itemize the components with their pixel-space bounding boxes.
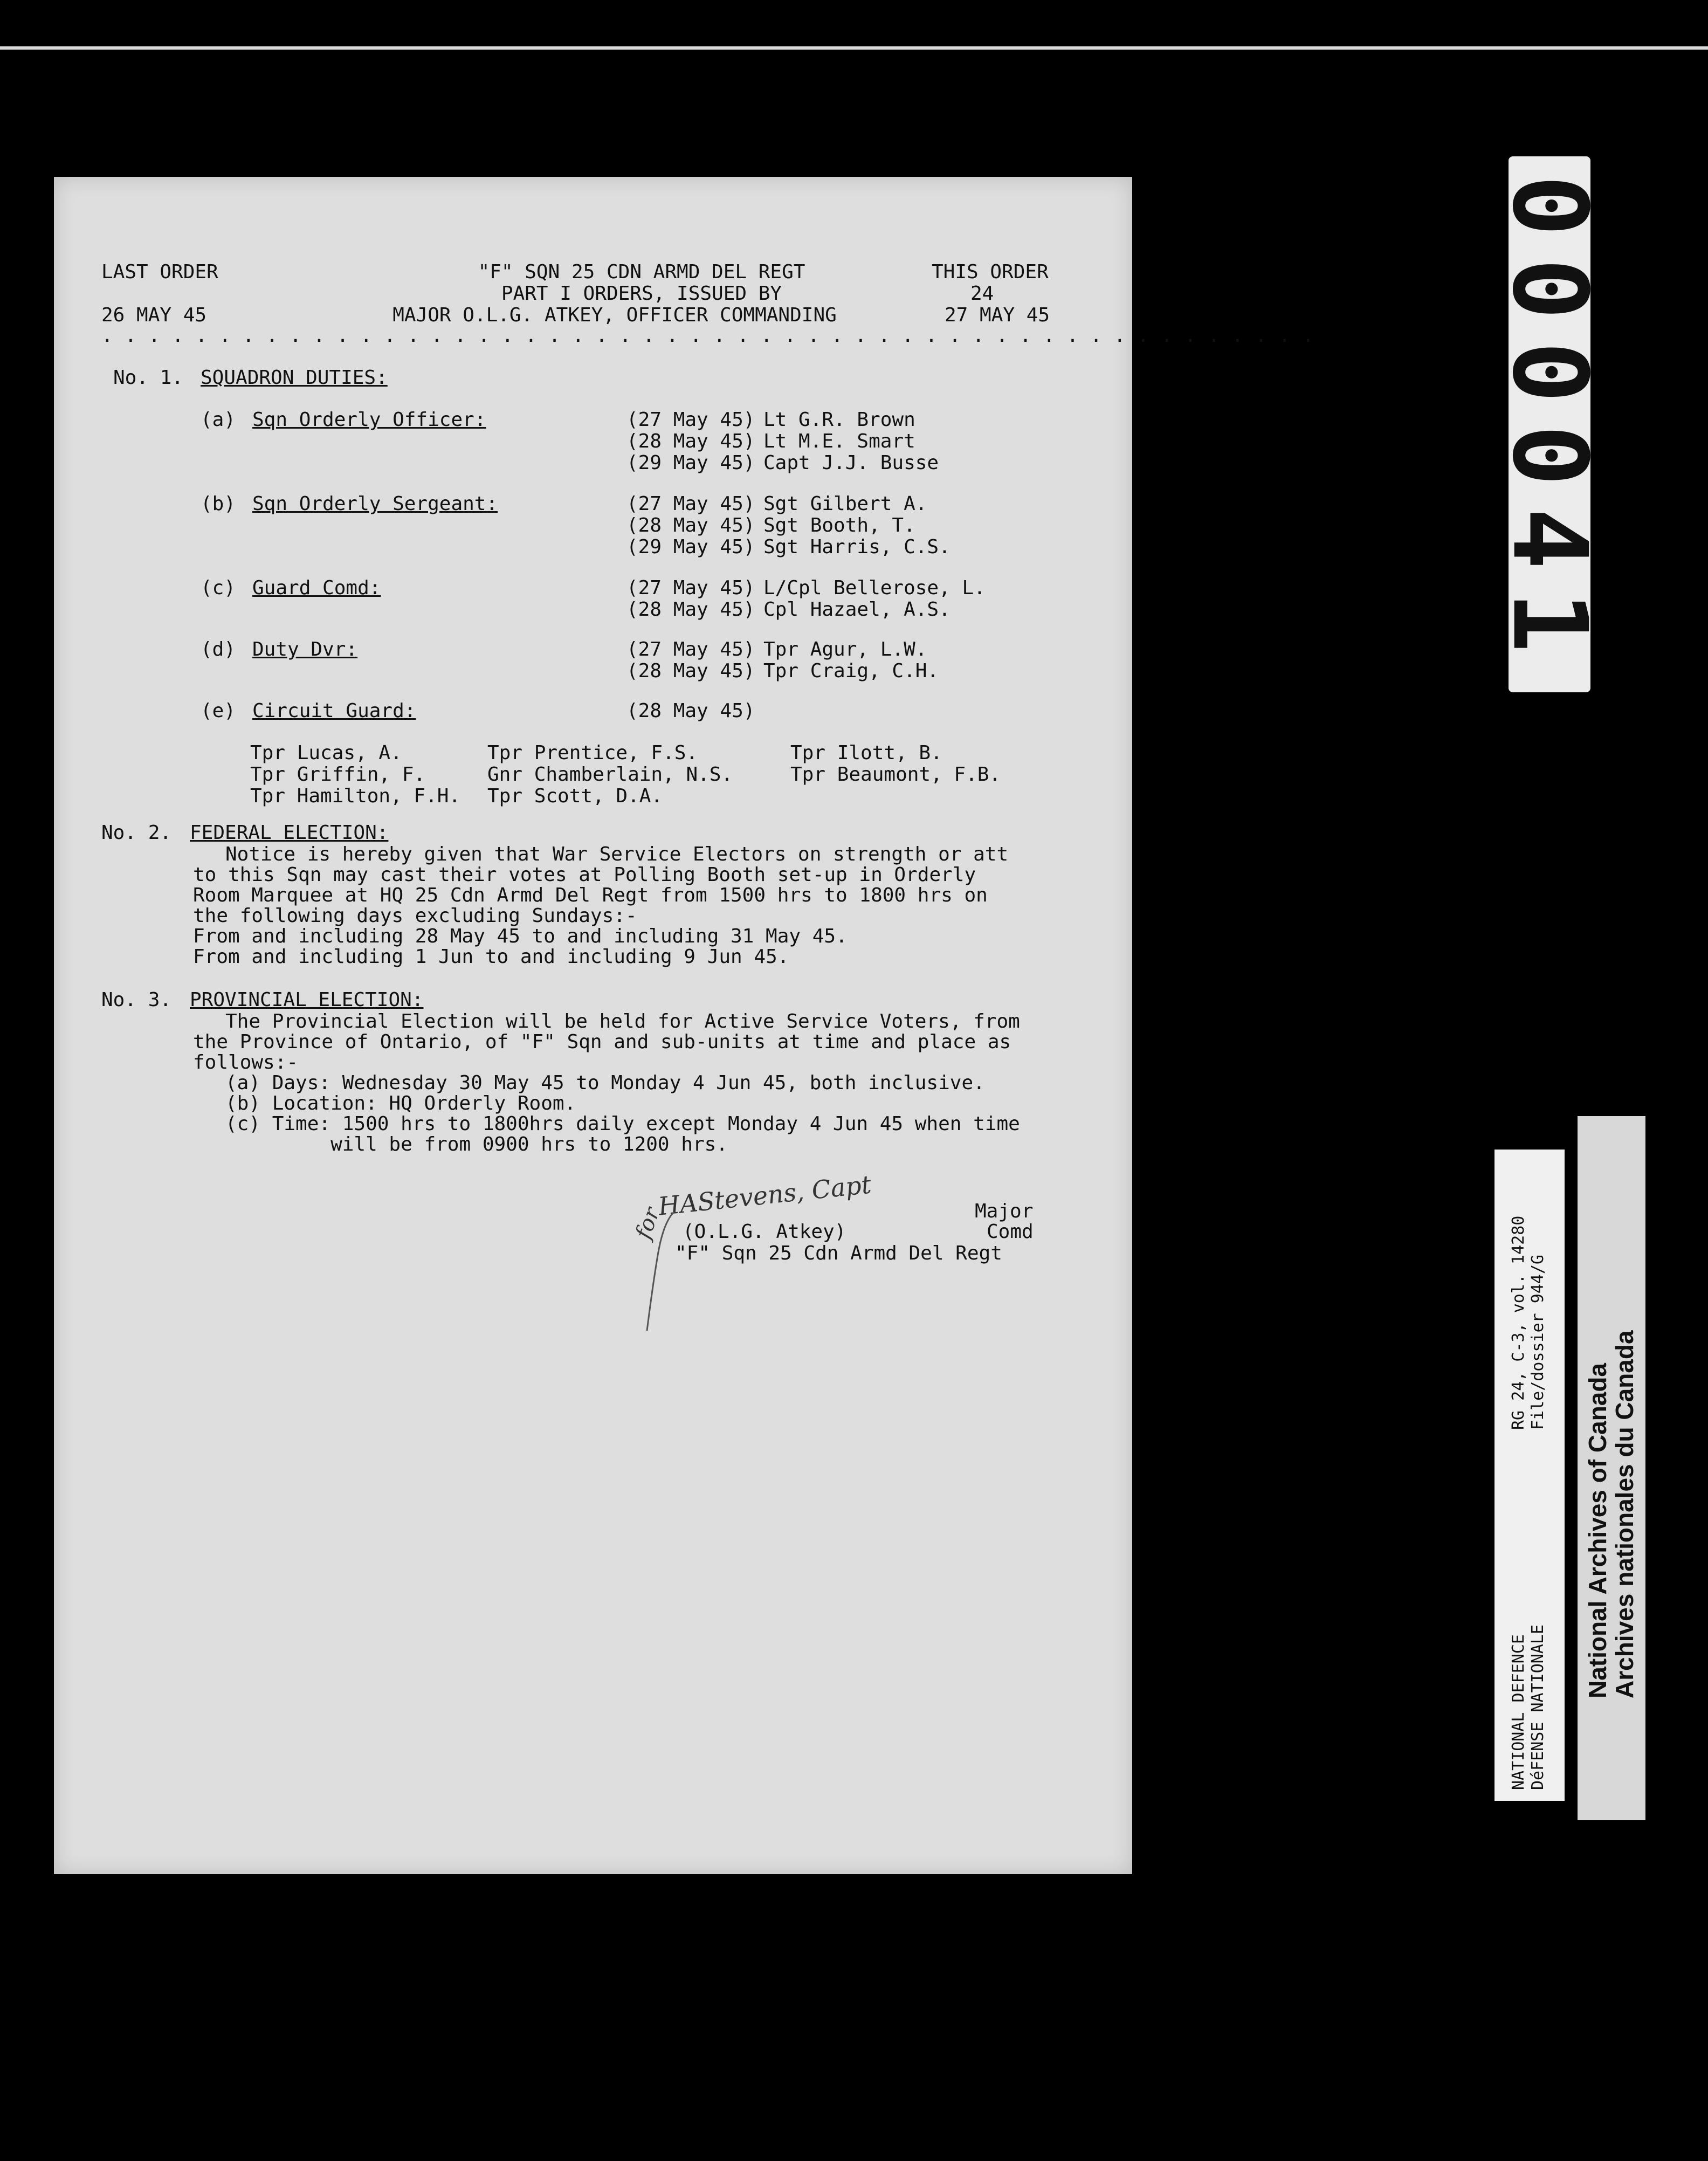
section2-line: From and including 28 May 45 to and including 31 May 45. — [193, 925, 848, 947]
section3-line: follows:- — [193, 1051, 299, 1073]
duty-letter: (c) — [201, 577, 236, 599]
film-edge-line — [0, 46, 1708, 50]
signatory-rank: Major — [975, 1200, 1034, 1222]
duty-title: Guard Comd: — [252, 577, 381, 599]
duty-date: (28 May 45) — [626, 598, 755, 621]
section2-line: Room Marquee at HQ 25 Cdn Armd Del Regt from 1500 hrs to 1800 hrs on — [193, 884, 988, 906]
archive-ref-line2: File/dossier 944/G — [1528, 1254, 1547, 1430]
guard-member: Tpr Prentice, F.S. — [487, 742, 698, 764]
duty-date: (28 May 45) — [626, 430, 755, 452]
last-order-date: 26 MAY 45 — [101, 304, 207, 326]
section2-line: to this Sqn may cast their votes at Polling Booth set-up in Orderly — [193, 864, 976, 886]
duty-title: Sqn Orderly Officer: — [252, 409, 486, 431]
section3-number: No. 3. — [101, 989, 172, 1011]
for-mark: for — [631, 1204, 665, 1242]
section1-title: SQUADRON DUTIES: — [201, 367, 388, 389]
section3-line: (c) Time: 1500 hrs to 1800hrs daily except Monday 4 Jun 45 when time — [225, 1113, 1020, 1135]
commander-line: MAJOR O.L.G. ATKEY, OFFICER COMMANDING — [392, 304, 837, 326]
orders-line: PART I ORDERS, ISSUED BY — [501, 283, 782, 305]
archives-stamp — [1578, 1116, 1645, 1820]
section2-line: From and including 1 Jun to and including 9 Jun 45. — [193, 946, 789, 968]
duty-letter: (b) — [201, 493, 236, 515]
duty-name: Sgt Booth, T. — [763, 514, 915, 536]
last-order-label: LAST ORDER — [101, 261, 218, 283]
this-order-date: 27 MAY 45 — [945, 304, 1050, 326]
section3-line: (a) Days: Wednesday 30 May 45 to Monday 4 Jun 45, both inclusive. — [225, 1072, 985, 1094]
duty-date: (28 May 45) — [626, 660, 755, 682]
duty-letter: (a) — [201, 409, 236, 431]
duty-date: (27 May 45) — [626, 409, 755, 431]
duty-name: Lt M.E. Smart — [763, 430, 915, 452]
duty-name: Sgt Gilbert A. — [763, 493, 927, 515]
duty-name: Sgt Harris, C.S. — [763, 536, 951, 558]
frame-number: 000041 — [1490, 174, 1609, 675]
archives-name-en: National Archives of Canada — [1583, 1362, 1611, 1698]
duty-name: Tpr Agur, L.W. — [763, 638, 927, 660]
guard-member: Tpr Beaumont, F.B. — [790, 763, 1001, 786]
duty-date: (28 May 45) — [626, 700, 755, 722]
guard-member: Tpr Ilott, B. — [790, 742, 942, 764]
duty-date: (27 May 45) — [626, 638, 755, 660]
department-fr: DéFENSE NATIONALE — [1528, 1624, 1547, 1790]
signatory-name: (O.L.G. Atkey) — [683, 1221, 846, 1243]
this-order-number: 24 — [970, 283, 994, 305]
document-page — [54, 177, 1326, 1874]
guard-member: Tpr Scott, D.A. — [487, 785, 663, 807]
duty-name: Lt G.R. Brown — [763, 409, 915, 431]
section3-line: will be from 0900 hrs to 1200 hrs. — [225, 1133, 728, 1155]
guard-member: Tpr Hamilton, F.H. — [250, 785, 461, 807]
section2-line: the following days excluding Sundays:- — [193, 905, 637, 927]
duty-title: Sqn Orderly Sergeant: — [252, 493, 498, 515]
section2-title: FEDERAL ELECTION: — [190, 822, 389, 844]
frame-number-strip — [1490, 156, 1609, 692]
section2-line: Notice is hereby given that War Service Electors on strength or att — [225, 843, 1009, 865]
guard-member: Tpr Lucas, A. — [250, 742, 402, 764]
duty-name: Capt J.J. Busse — [763, 452, 939, 474]
archive-ref-line1: RG 24, C-3, vol. 14280 — [1509, 1215, 1528, 1430]
duty-name: Cpl Hazael, A.S. — [763, 598, 951, 621]
duty-date: (27 May 45) — [626, 493, 755, 515]
duty-date: (29 May 45) — [626, 452, 755, 474]
duty-name: Tpr Craig, C.H. — [763, 660, 939, 682]
department-en: NATIONAL DEFENCE — [1509, 1634, 1528, 1790]
duty-letter: (e) — [201, 700, 236, 722]
archive-reference-label — [1494, 1150, 1565, 1801]
duty-title: Duty Dvr: — [252, 638, 358, 660]
guard-member: Gnr Chamberlain, N.S. — [487, 763, 733, 786]
header-separator: .................................................... — [101, 325, 1326, 347]
handwritten-signature: HAStevens, Capt — [657, 1169, 873, 1221]
section3-title: PROVINCIAL ELECTION: — [190, 989, 424, 1011]
guard-member: Tpr Griffin, F. — [250, 763, 426, 786]
section3-line: the Province of Ontario, of "F" Sqn and sub-units at time and place as — [193, 1031, 1011, 1053]
unit-line: "F" SQN 25 CDN ARMD DEL REGT — [478, 261, 805, 283]
duty-date: (29 May 45) — [626, 536, 755, 558]
this-order-label: THIS ORDER — [932, 261, 1049, 283]
section3-line: The Provincial Election will be held for Active Service Voters, from — [225, 1010, 1020, 1033]
duty-date: (27 May 45) — [626, 577, 755, 599]
signature-stroke — [625, 1190, 733, 1352]
duty-letter: (d) — [201, 638, 236, 660]
signatory-unit: "F" Sqn 25 Cdn Armd Del Regt — [675, 1242, 1002, 1264]
section3-line: (b) Location: HQ Orderly Room. — [225, 1092, 576, 1114]
duty-date: (28 May 45) — [626, 514, 755, 536]
section1-number: No. 1. — [113, 367, 184, 389]
signatory-appointment: Comd — [987, 1221, 1034, 1243]
section2-number: No. 2. — [101, 822, 172, 844]
archives-name-fr: Archives nationales du Canada — [1610, 1330, 1638, 1698]
duty-title: Circuit Guard: — [252, 700, 416, 722]
duty-name: L/Cpl Bellerose, L. — [763, 577, 986, 599]
